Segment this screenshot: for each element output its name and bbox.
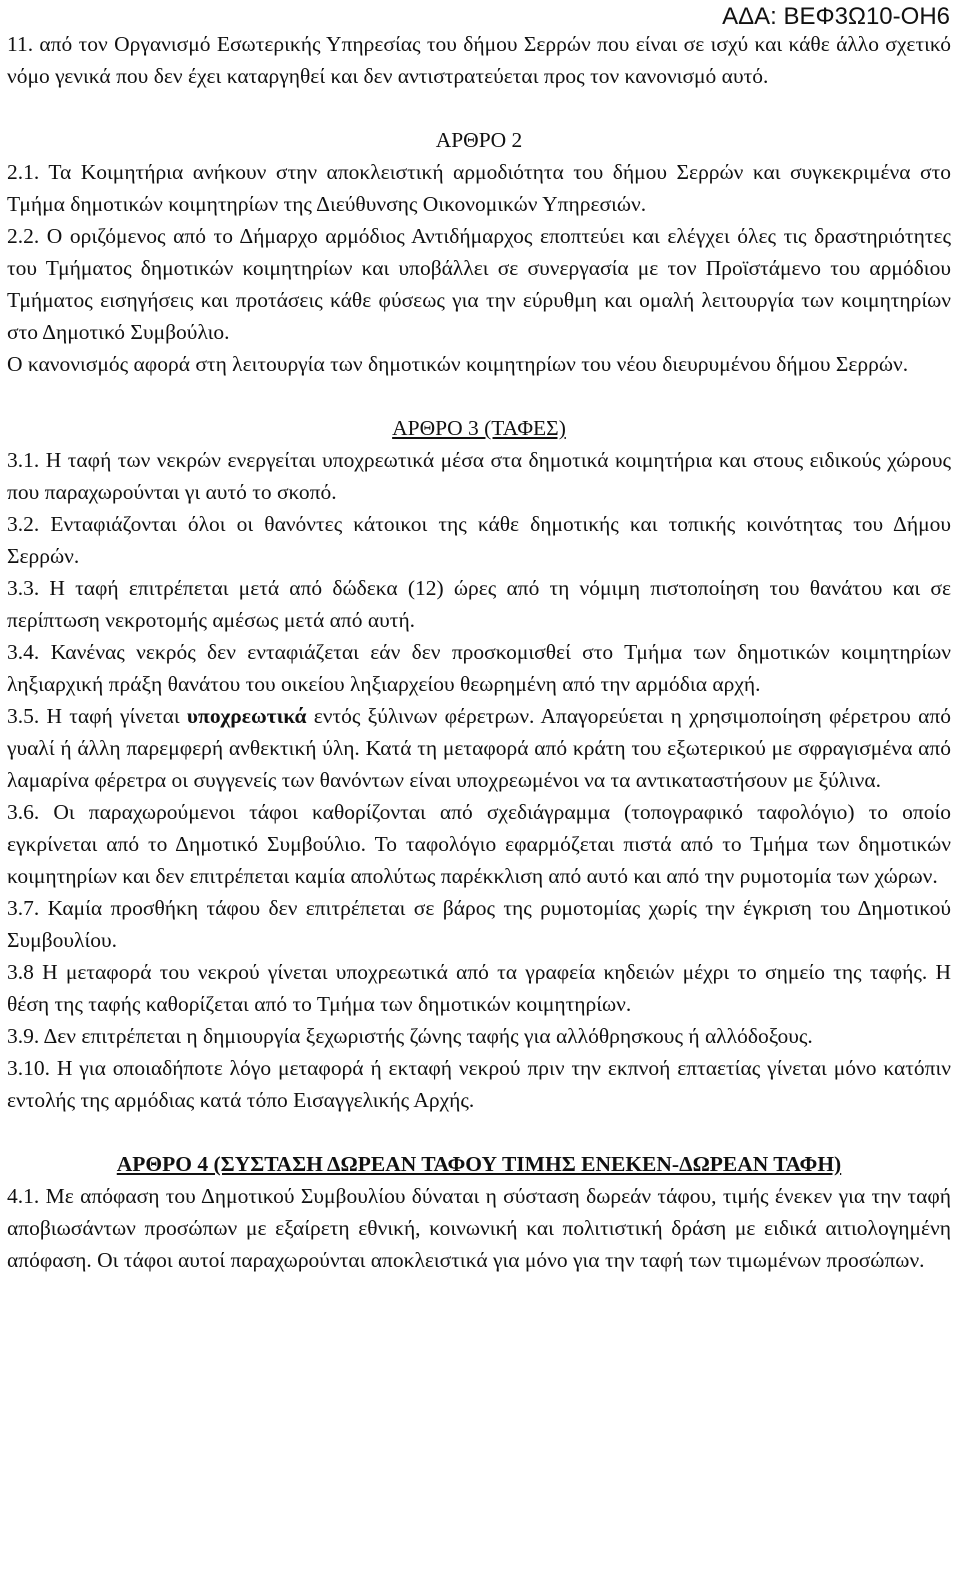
spacer xyxy=(7,92,951,124)
paragraph-4-1: 4.1. Με απόφαση του Δημοτικού Συμβουλίου δύναται η σύσταση δωρεάν τάφου, τιμής ένεκεν για την ταφή αποβιωσάντων προσώπων με εξαίρετη εθνική, κοινωνική και πολιτιστική δράση με ειδικά αιτιολογημένη απόφαση. Οι τάφοι αυτοί παραχωρούνται αποκλειστικά για μόνο για την ταφή των τιμωμένων προσώπων. xyxy=(7,1184,951,1272)
ada-code: ΑΔΑ: ΒΕΦ3Ω10-ΟΗ6 xyxy=(722,3,950,30)
paragraph-3-10: 3.10. Η για οποιαδήποτε λόγο μεταφορά ή εκταφή νεκρού πριν την εκπνοή επταετίας γίνεται μόνο κατόπιν εντολής της αρμόδιας κατά τόπο Εισαγγελικής Αρχής. xyxy=(7,1056,951,1112)
paragraph-3-8: 3.8 Η μεταφορά του νεκρού γίνεται υποχρεωτικά από τα γραφεία κηδειών μέχρι το σημείο της ταφής. Η θέση της ταφής καθορίζεται από το Τμήμα των δημοτικών κοιμητηρίων. xyxy=(7,960,951,1016)
spacer xyxy=(7,1116,951,1148)
paragraph-2-2: 2.2. Ο οριζόμενος από το Δήμαρχο αρμόδιος Αντιδήμαρχος εποπτεύει και ελέγχει όλες τις δραστηριότητες του Τμήματος δημοτικών κοιμητηρίων και υποβάλλει σε συνεργασία με τον Προϊστάμενο του αρμόδιου Τμήματος εισηγήσεις και προτάσεις κάθε φύσεως για την εύρυθμη και ομαλή λειτουργία των κοιμητηρίων στο Δημοτικό Συμβούλιο. xyxy=(7,224,951,344)
paragraph-3-1: 3.1. Η ταφή των νεκρών ενεργείται υποχρεωτικά μέσα στα δημοτικά κοιμητήρια και στους ειδικούς χώρους που παραχωρούνται γι αυτό το σκοπό. xyxy=(7,448,951,504)
article-4-title xyxy=(7,1148,951,1180)
article-3-title-text: ΑΡΘΡΟ 3 (ΤΑΦΕΣ) xyxy=(392,416,566,440)
paragraph-3-4: 3.4. Κανένας νεκρός δεν ενταφιάζεται εάν δεν προσκομισθεί στο Τμήμα των δημοτικών κοιμητηρίων ληξιαρχική πράξη θανάτου του οικείου ληξιαρχείου θεωρημένη από την αρμόδια αρχή. xyxy=(7,640,951,696)
paragraph-3-6: 3.6. Οι παραχωρούμενοι τάφοι καθορίζονται από σχεδιάγραμμα (τοπογραφικό ταφολόγιο) το οποίο εγκρίνεται από το Δημοτικό Συμβούλιο. Το ταφολόγιο εφαρμόζεται πιστά από το Τμήμα των δημοτικών κοιμητηρίων και δεν επιτρέπεται καμία απολύτως παρέκκλιση από αυτό και από την ρυμοτομία των χώρων. xyxy=(7,800,951,888)
paragraph-2-1: 2.1. Τα Κοιμητήρια ανήκουν στην αποκλειστική αρμοδιότητα του δήμου Σερρών και συγκεκριμένα στο Τμήμα δημοτικών κοιμητηρίων της Διεύθυνσης Οικονομικών Υπηρεσιών. xyxy=(7,160,951,216)
paragraph-3-2: 3.2. Ενταφιάζονται όλοι οι θανόντες κάτοικοι της κάθε δημοτικής και τοπικής κοινότητας του Δήμου Σερρών. xyxy=(7,512,951,568)
paragraph-3-5-emphasis: υποχρεωτικά xyxy=(186,704,307,728)
paragraph-3-9: 3.9. Δεν επιτρέπεται η δημιουργία ξεχωριστής ζώνης ταφής για αλλόθρησκους ή αλλόδοξους. xyxy=(7,1024,813,1048)
paragraph-3-5-start: 3.5. Η ταφή γίνεται xyxy=(7,704,187,728)
article-2-title: ΑΡΘΡΟ 2 xyxy=(435,128,523,152)
paragraph-11: 11. από τον Οργανισμό Εσωτερικής Υπηρεσίας του δήμου Σερρών που είναι σε ισχύ και κάθε άλλο σχετικό νόμο γενικά που δεν έχει καταργηθεί και δεν αντιστρατεύεται προς τον κανονισμό αυτό. xyxy=(7,32,951,88)
article-3-title xyxy=(7,412,951,444)
document-body xyxy=(7,28,951,1276)
paragraph-3-5 xyxy=(7,700,951,796)
spacer xyxy=(7,380,951,412)
paragraph-3-7: 3.7. Καμία προσθήκη τάφου δεν επιτρέπεται σε βάρος της ρυμοτομίας χωρίς την έγκριση του Δημοτικού Συμβουλίου. xyxy=(7,896,951,952)
paragraph-3-3: 3.3. Η ταφή επιτρέπεται μετά από δώδεκα (12) ώρες από τη νόμιμη πιστοποίηση του θανάτου και σε περίπτωση νεκροτομής αμέσως μετά από αυτή. xyxy=(7,576,951,632)
article-4-title-text: ΑΡΘΡΟ 4 (ΣΥΣΤΑΣΗ ΔΩΡΕΑΝ ΤΑΦΟΥ ΤΙΜΗΣ ΕΝΕΚΕΝ-ΔΩΡΕΑΝ ΤΑΦΗ) xyxy=(116,1152,842,1176)
paragraph-2-3: Ο κανονισμός αφορά στη λειτουργία των δημοτικών κοιμητηρίων του νέου διευρυμένου δήμου Σερρών. xyxy=(7,352,909,376)
paragraph-3-5-rest: εντός ξύλινων φέρετρων. Απαγορεύεται η χρησιμοποίηση φέρετρου από γυαλί ή άλλη παρεμφερή ανθεκτική ύλη. Κατά τη μεταφορά από κράτη του εξωτερικού με σφραγισμένα από λαμαρίνα φέρετρα οι συγγενείς των θανόντων είναι υποχρεωμένοι να τα αντικαταστήσουν με ξύλινα. xyxy=(7,704,951,792)
